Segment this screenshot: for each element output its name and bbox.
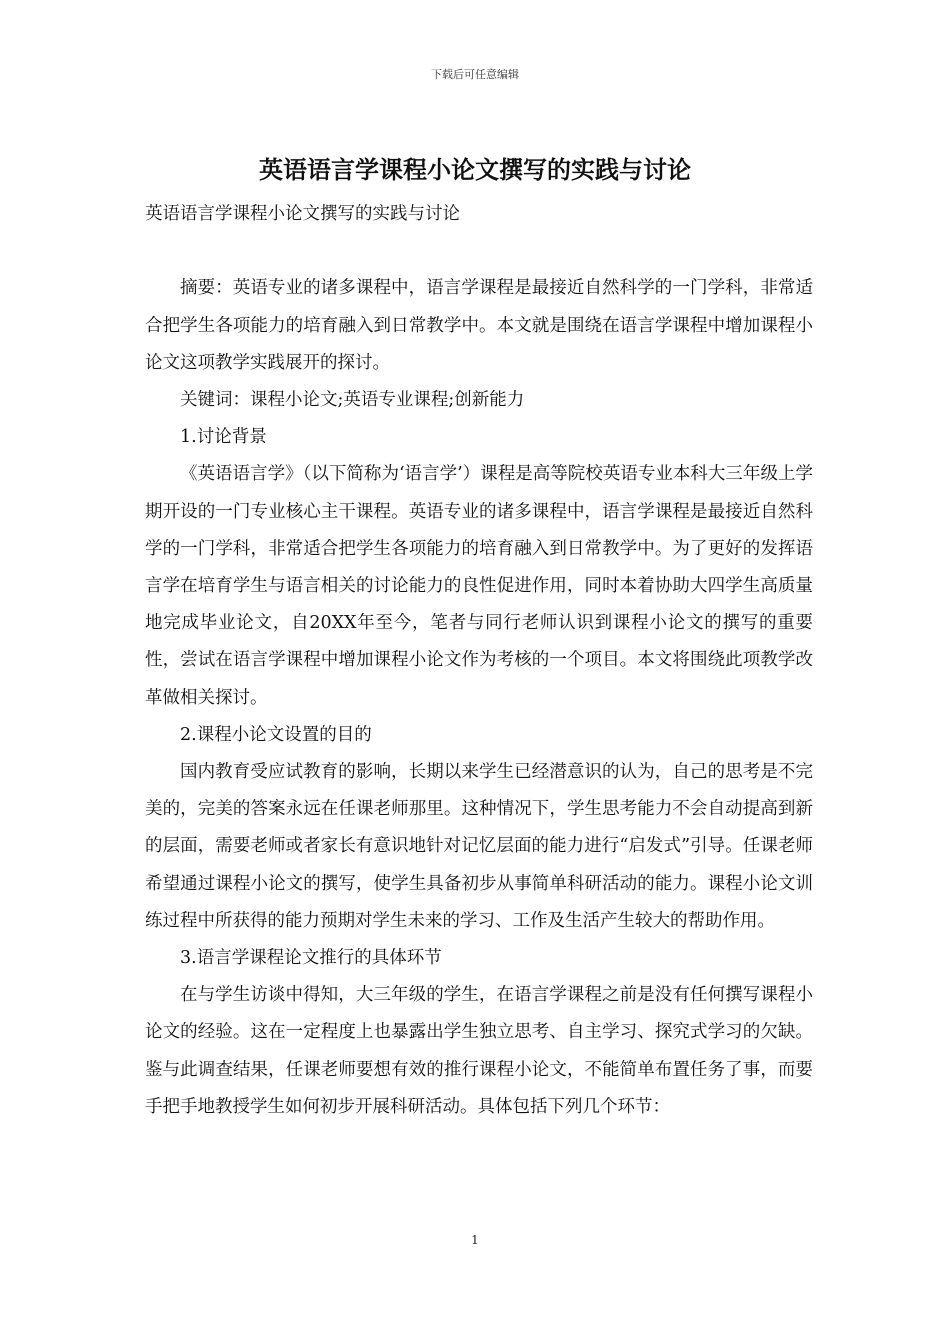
section-heading-3: 3.语言学课程论文推行的具体环节 bbox=[180, 948, 442, 969]
body-paragraph-steps: 在与学生访谈中得知，大三年级的学生，在语言学课程之前是没有任何撰写课程小论文的经验。这在一定程度上也暴露出学生独立思考、自主学习、探究式学习的欠缺。鉴与此调查结果，任课老师要想有效的推行课程小论文，不能简单布置任务了事，而要手把手地教授学生如何初步开展科研活动。具体包括下列几个环节： bbox=[145, 985, 813, 1117]
page-number: 1 bbox=[471, 1233, 479, 1247]
keywords-paragraph: 关键词：课程小论文;英语专业课程;创新能力 bbox=[180, 390, 525, 410]
section-heading-2: 2.课程小论文设置的目的 bbox=[180, 724, 372, 745]
blank-line bbox=[145, 233, 813, 270]
document-subtitle: 英语语言学课程小论文撰写的实践与讨论 bbox=[145, 204, 460, 224]
document-title: 英语语言学课程小论文撰写的实践与讨论 bbox=[259, 155, 691, 184]
body-paragraph-purpose: 国内教育受应试教育的影响，长期以来学生已经潜意识的认为，自己的思考是不完美的，完美的答案永远在任课老师那里。这种情况下，学生思考能力不会自动提高到新的层面，需要老师或者家长有意识地针对记忆层面的能力进行“启发式”引导。任课老师希望通过课程小论文的撰写，使学生具备初步从事简单科研活动的能力。课程小论文训练过程中所获得的能力预期对学生未来的学习、工作及生活产生较大的帮助作用。 bbox=[145, 762, 813, 931]
abstract-paragraph: 摘要：英语专业的诸多课程中，语言学课程是最接近自然科学的一门学科，非常适合把学生各项能力的培育融入到日常教学中。本文就是围绕在语言学课程中增加课程小论文这项教学实践展开的探讨。 bbox=[145, 278, 813, 373]
document-body bbox=[145, 196, 813, 1126]
body-paragraph-background: 《英语语言学》（以下简称为‘语言学’）课程是高等院校英语专业本科大三年级上学期开设的一门专业核心主干课程。英语专业的诸多课程中，语言学课程是最接近自然科学的一门学科，非常适合把学生各项能力的培育融入到日常教学中。为了更好的发挥语言学在培育学生与语言相关的讨论能力的良性促进作用，同时本着协助大四学生高质量地完成毕业论文，自20XX年至今，笔者与同行老师认识到课程小论文的撰写的重要性，尝试在语言学课程中增加课程小论文作为考核的一个项目。本文将围绕此项教学改革做相关探讨。 bbox=[145, 464, 813, 708]
section-heading-1: 1.讨论背景 bbox=[180, 427, 267, 448]
header-note: 下载后可任意编辑 bbox=[431, 68, 519, 81]
